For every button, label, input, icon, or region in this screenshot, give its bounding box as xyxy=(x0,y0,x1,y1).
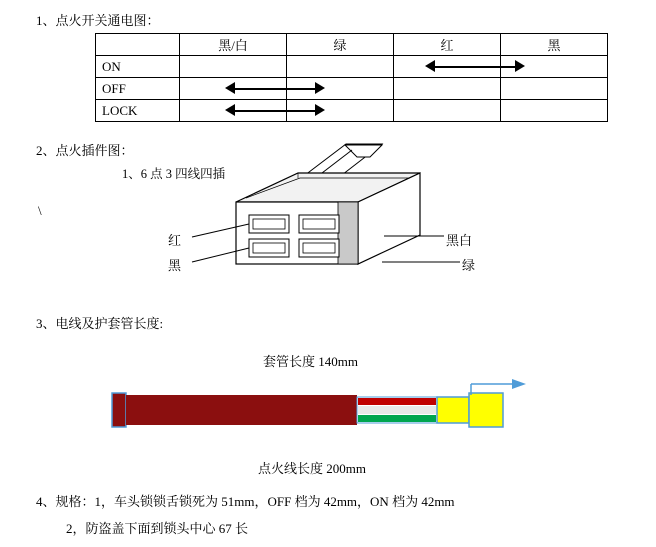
table-header-cell-0 xyxy=(96,34,180,56)
arrow-off-blackwhite-green xyxy=(225,81,325,95)
arrow-head-left xyxy=(225,104,235,116)
sleeve-length-caption: 套管长度 140mm xyxy=(263,354,358,369)
arrow-head-right xyxy=(315,82,325,94)
connector-caption: 1、6 点 3 四线四插 xyxy=(122,167,226,181)
wire-length-caption: 点火线长度 200mm xyxy=(258,461,366,476)
arrow-head-right xyxy=(315,104,325,116)
row-label-lock: LOCK xyxy=(96,100,180,122)
arrow-on-red-black xyxy=(425,59,525,73)
connector-label-green: 绿 xyxy=(462,258,476,273)
arrow-head-left xyxy=(225,82,235,94)
cell-off-black xyxy=(501,78,608,100)
row-label-off: OFF xyxy=(96,78,180,100)
section-4-title: 4、规格：1，车头锁锁舌锁死为 51mm，OFF 档为 42mm，ON 档为 42mm xyxy=(36,494,455,509)
arrow-head-left xyxy=(425,60,435,72)
cell-off-red xyxy=(394,78,501,100)
table-row xyxy=(96,100,608,122)
connector-diagram xyxy=(0,140,656,305)
cell-lock-black xyxy=(501,100,608,122)
table-header-cell-4: 黑 xyxy=(501,34,608,56)
table-row xyxy=(96,56,608,78)
cell-lock-red xyxy=(394,100,501,122)
cell-on-green xyxy=(287,56,394,78)
circuit-table xyxy=(95,33,608,122)
arrow-bar xyxy=(433,66,517,68)
section-1-title: 1、点火开关通电图： xyxy=(36,13,160,28)
row-label-on: ON xyxy=(96,56,180,78)
stray-backslash: \ xyxy=(38,203,42,218)
cell-on-blackwhite xyxy=(180,56,287,78)
section-2-title: 2、点火插件图： xyxy=(36,143,134,158)
connector-label-red: 红 xyxy=(168,233,182,248)
connector-label-blackwhite: 黑白 xyxy=(446,233,473,248)
arrow-bar xyxy=(233,110,317,112)
table-header-row xyxy=(96,34,608,56)
wire-illustration xyxy=(0,375,656,445)
table-header-cell-3: 红 xyxy=(394,34,501,56)
arrow-bar xyxy=(233,88,317,90)
circuit-table-wrapper xyxy=(95,33,608,122)
connector-illustration xyxy=(0,140,656,305)
table-row xyxy=(96,78,608,100)
table-header-cell-1: 黑/白 xyxy=(180,34,287,56)
arrow-lock-blackwhite-green xyxy=(225,103,325,117)
section-4-line-2: 2，防盗盖下面到锁头中心 67 长 xyxy=(66,521,249,536)
connector-label-black: 黑 xyxy=(168,258,182,273)
arrow-head-right xyxy=(515,60,525,72)
table-header-cell-2: 绿 xyxy=(287,34,394,56)
wire-diagram xyxy=(0,313,656,483)
section-3-title: 3、电线及护套管长度: xyxy=(36,316,164,331)
